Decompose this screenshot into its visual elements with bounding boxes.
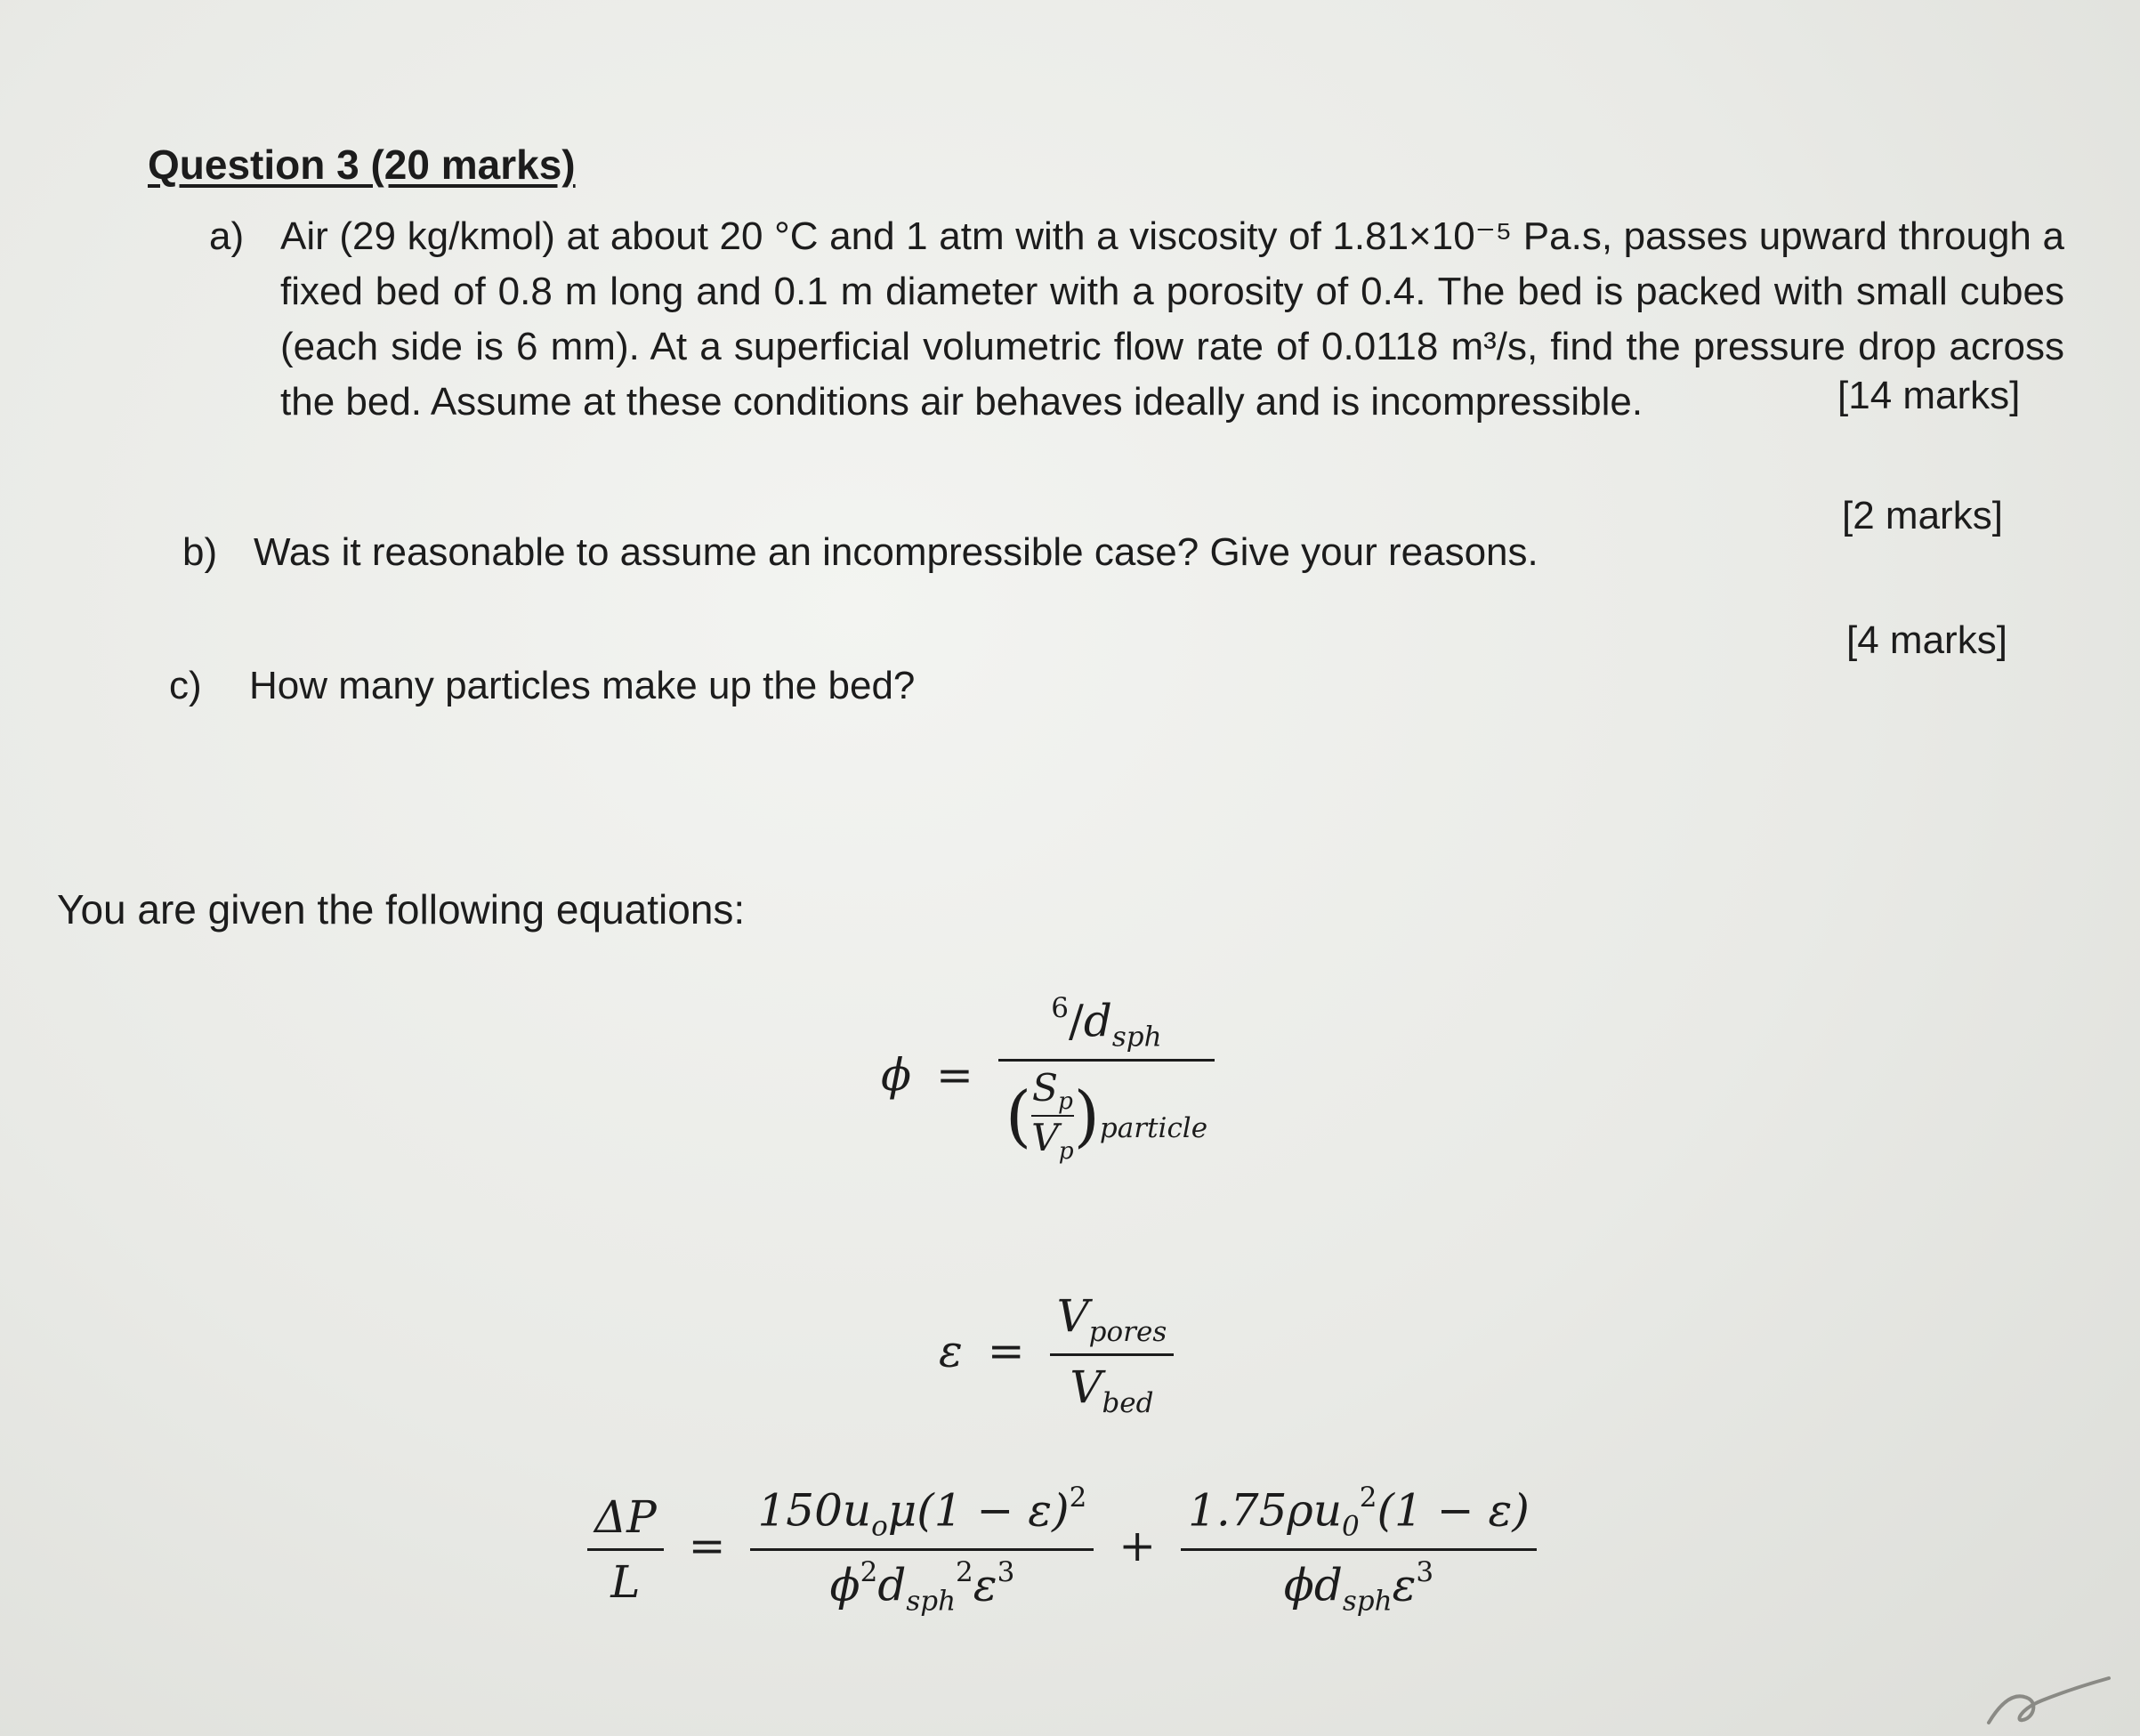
sphericity-denominator xyxy=(998,1062,1215,1165)
sphericity-lhs: ϕ xyxy=(881,1048,912,1101)
ergun-inertial-term xyxy=(1181,1482,1537,1617)
porosity-lhs: ε xyxy=(939,1325,963,1377)
part-a xyxy=(209,209,2078,494)
inertial-numerator xyxy=(1181,1482,1537,1548)
left-paren: ( xyxy=(1005,1076,1032,1155)
ergun-equals: = xyxy=(688,1520,726,1572)
part-a-label: a) xyxy=(209,214,245,258)
porosity-fraction xyxy=(1050,1290,1175,1419)
t1-num-rest: μ(1 − ε) xyxy=(887,1484,1070,1537)
t2-den-phi: ϕd xyxy=(1283,1559,1343,1611)
part-b-marks: [2 marks] xyxy=(1842,494,2003,537)
t2-den-eps-sup: 3 xyxy=(1416,1555,1434,1588)
t1-den-d: d xyxy=(877,1559,907,1611)
sphericity-equation xyxy=(881,992,1215,1165)
right-paren: ) xyxy=(1073,1076,1100,1155)
porosity-equation xyxy=(939,1290,1174,1419)
part-b-text: Was it reasonable to assume an incompressible case? Give your reasons. xyxy=(254,530,1538,574)
porosity-denominator xyxy=(1062,1356,1160,1419)
t2-num-sub: 0 xyxy=(1342,1510,1360,1543)
d-symbol: d xyxy=(1083,995,1112,1047)
ergun-lhs xyxy=(587,1491,664,1608)
t1-num-sup: 2 xyxy=(1069,1482,1087,1514)
t2-num: 1.75ρu xyxy=(1188,1484,1343,1537)
v-pores-symbol: V xyxy=(1056,1290,1089,1342)
slash: / xyxy=(1069,995,1084,1047)
t1-den-eps: ε xyxy=(973,1559,997,1611)
ergun-viscous-term xyxy=(750,1482,1094,1617)
part-a-marks: [14 marks] xyxy=(1837,374,2021,417)
part-b-label: b) xyxy=(182,530,218,574)
particle-subscript: particle xyxy=(1099,1111,1208,1144)
part-c-label: c) xyxy=(169,664,202,707)
sp-vp-fraction xyxy=(1031,1067,1074,1165)
length-l: L xyxy=(610,1555,641,1608)
bed-subscript: bed xyxy=(1102,1386,1154,1419)
t1-den-d-sub: sph xyxy=(906,1585,957,1618)
t1-den-phi-sup: 2 xyxy=(860,1555,878,1588)
inertial-denominator xyxy=(1277,1551,1441,1618)
signature-mark xyxy=(1980,1674,2113,1727)
sphericity-fraction xyxy=(998,992,1215,1165)
ergun-equation xyxy=(587,1482,1537,1617)
part-c-marks: [4 marks] xyxy=(1846,618,2007,662)
sph-subscript: sph xyxy=(1111,1021,1162,1054)
part-c-text: How many particles make up the bed? xyxy=(249,664,916,707)
porosity-numerator xyxy=(1050,1290,1175,1353)
vp-subscript: p xyxy=(1058,1137,1074,1165)
t2-den-sub: sph xyxy=(1342,1585,1393,1618)
pores-subscript: pores xyxy=(1088,1315,1167,1348)
t2-den-eps: ε xyxy=(1392,1559,1417,1611)
porosity-equals: = xyxy=(987,1325,1025,1377)
equations-intro: You are given the following equations: xyxy=(57,886,746,933)
t1-num-sub: o xyxy=(871,1510,888,1543)
six: 6 xyxy=(1051,992,1069,1024)
t1-den-eps-sup: 3 xyxy=(997,1555,1015,1588)
ergun-plus: + xyxy=(1118,1520,1157,1572)
t1-num: 150u xyxy=(757,1484,872,1537)
t1-den-d-sup: 2 xyxy=(956,1555,973,1588)
part-b xyxy=(182,525,1784,580)
sp-subscript: p xyxy=(1057,1087,1073,1115)
part-c xyxy=(169,658,1504,714)
v-bed-symbol: V xyxy=(1070,1361,1102,1413)
sphericity-equals: = xyxy=(936,1048,973,1101)
vp-symbol: V xyxy=(1031,1116,1059,1160)
sp-symbol: S xyxy=(1031,1066,1058,1110)
viscous-numerator xyxy=(750,1482,1094,1548)
viscous-denominator xyxy=(822,1551,1022,1618)
t2-num-rest: (1 − ε) xyxy=(1377,1484,1530,1537)
t1-den-phi: ϕ xyxy=(829,1559,860,1611)
delta-p: ΔP xyxy=(594,1490,657,1543)
sphericity-numerator xyxy=(1044,992,1168,1059)
question-title: Question 3 (20 marks) xyxy=(148,141,576,188)
part-a-text: Air (29 kg/kmol) at about 20 °C and 1 atm with a viscosity of 1.81×10⁻⁵ Pa.s, passes upward through a fixed bed of 0.8 m long and 0.1 m diameter with a porosity of 0.4. The bed is packed with small cubes (each side is 6 mm). At a superficial volumetric flow rate of 0.0118 m³/s, find the pressure drop across the bed. Assume at these conditions air behaves ideally and is incompressible. xyxy=(280,214,2064,424)
t2-num-sup: 2 xyxy=(1359,1482,1377,1514)
